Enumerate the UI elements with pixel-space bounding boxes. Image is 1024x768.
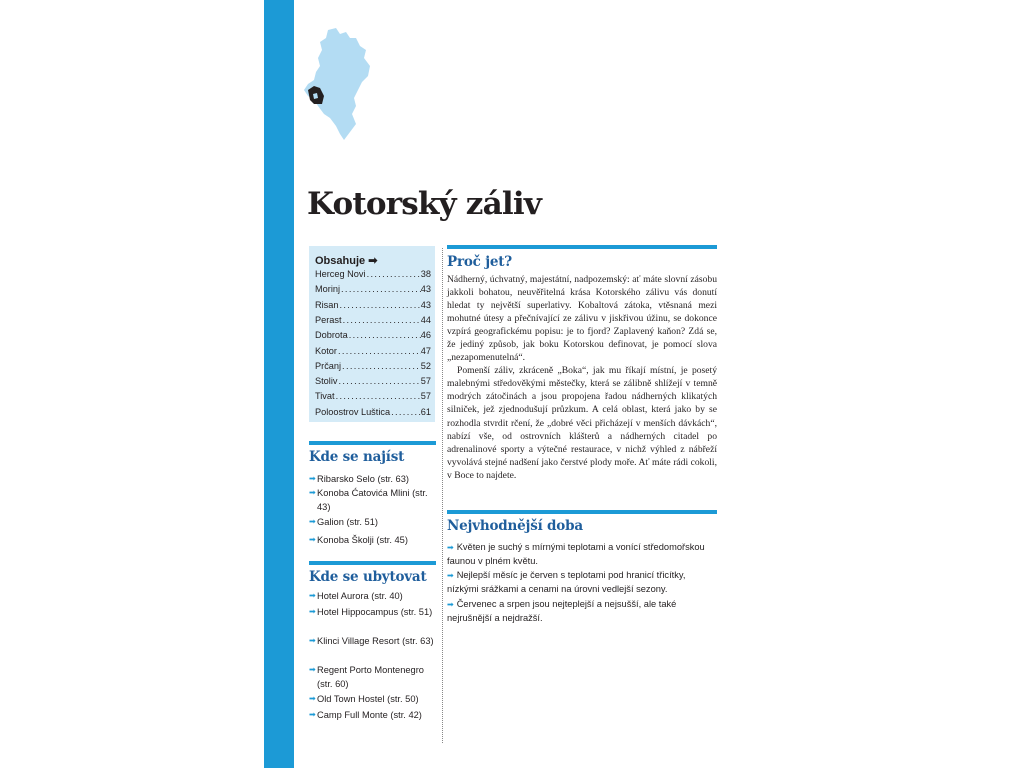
why-paragraph-2: Pomenší záliv, zkráceně „Boka“, jak mu říkají místní, je posetý malebnými středověkými městečky, která se zálibně shlížejí v temně modrých zátočinách a jsou propojena řadou nádherných klikatých silniček, jež zjednodušují průzkum. A celá oblast, která jako by se rozhodla stvrdit rčení, že „dobré věci přicházejí v menších dávkách“, nabízí vše, od ostrovních klášterů a nádherných citadel po adrenalinové sporty a výtečné restaurace, v nichž výhled z nábřeží vyvolává stejné nadšení jako čerstvé plody moře. Ať máte rádi cokoli, v Boce to najdete. [447, 365, 717, 481]
stay-item-text: Old Town Hostel (str. 50) [317, 694, 419, 704]
contents-item[interactable] [315, 314, 431, 326]
contents-item-page: 43 [420, 299, 431, 310]
dot-leader [337, 345, 421, 357]
eat-item [309, 533, 435, 547]
best-time-item-text: Květen je suchý s mírnými teplotami a vonící středomořskou faunou v plném květu. [447, 542, 705, 566]
best-time-item-text: Červenec a srpen jsou nejteplejší a nejsušší, ale také nejrušnější a nejdražší. [447, 599, 677, 623]
dot-leader [390, 406, 421, 418]
eat-item [309, 472, 435, 486]
eat-item-text: Konoba Ćatovića Mlini (str. 43) [317, 488, 428, 512]
arrow-right-icon: ➡ [368, 255, 378, 267]
stay-item [309, 589, 435, 603]
eat-section-rule [309, 441, 436, 445]
contents-item-page: 61 [420, 406, 431, 417]
contents-item-page: 38 [420, 269, 431, 279]
stay-item [309, 605, 435, 619]
column-divider [442, 248, 443, 743]
eat-item-text: Galion (str. 51) [317, 517, 378, 527]
contents-item[interactable] [315, 390, 431, 402]
why-paragraph-1: Nádherný, úchvatný, majestátní, nadpozemský: ať máte slovní zásobu jakkoli bohatou, neuvěřitelná krása Kotorského zálivu vás donutí hledat ty největší superlativy. Kobaltová zátoka, vtěsnaná mezi mohutné útesy a přečnívající ze zálivu v jiskřivou úžinu, se dokonce vzpírá geografickému popisu: je to fjord? Zaplavený kaňon? Zdá se, že jediný způsob, jak boku Kotorskou definovat, je pomocí slova „nezapomenutelná“. [447, 274, 717, 364]
stay-item [309, 634, 435, 648]
dot-leader [341, 360, 421, 372]
contents-item-name: Dobrota [315, 330, 348, 341]
dot-leader [342, 314, 421, 326]
page-title: Kotorský záliv [307, 186, 542, 222]
stay-item [309, 708, 435, 722]
bullet-arrow-icon: ➡ [447, 543, 454, 552]
contents-item-page: 44 [420, 314, 431, 325]
contents-item-name: Tivat [315, 391, 335, 402]
stay-item-text: Camp Full Monte (str. 42) [317, 710, 422, 720]
stay-item [309, 663, 435, 691]
bullet-arrow-icon: ➡ [309, 488, 316, 497]
bullet-arrow-icon: ➡ [309, 474, 316, 483]
best-time-item-text: Nejlepší měsíc je červen s teplotami pod hranicí třicítky, nízkými srážkami a cenami na úrovni vedlejší sezony. [447, 570, 686, 594]
best-time-item [447, 569, 717, 596]
eat-item [309, 515, 435, 529]
contents-item-name: Herceg Novi [315, 269, 366, 279]
montenegro-map [300, 26, 372, 142]
dot-leader [366, 268, 421, 280]
stay-section-title: Kde se ubytovat [309, 569, 427, 585]
contents-item-name: Risan [315, 299, 339, 310]
contents-box [309, 246, 435, 422]
contents-item-name: Stoliv [315, 376, 338, 387]
stay-item-text: Hotel Hippocampus (str. 51) [317, 607, 433, 617]
contents-item-page: 57 [420, 391, 431, 402]
contents-item[interactable] [315, 406, 431, 418]
why-section-rule [447, 245, 717, 249]
why-section-title: Proč jet? [447, 254, 513, 270]
contents-item[interactable] [315, 329, 431, 341]
stay-item-text: Hotel Aurora (str. 40) [317, 591, 403, 601]
contents-item-page: 46 [420, 330, 431, 341]
contents-item-page: 52 [420, 360, 431, 371]
contents-item-page: 43 [420, 284, 431, 295]
eat-item-text: Konoba Školji (str. 45) [317, 535, 408, 545]
bullet-arrow-icon: ➡ [309, 694, 316, 703]
dot-leader [335, 390, 421, 402]
best-time-item [447, 541, 717, 568]
bullet-arrow-icon: ➡ [447, 571, 454, 580]
dot-leader [337, 375, 420, 387]
page-edge-tab [264, 0, 294, 768]
eat-item-text: Ribarsko Selo (str. 63) [317, 474, 409, 484]
contents-item-name: Perast [315, 314, 342, 325]
why-body [447, 273, 717, 482]
contents-item[interactable] [315, 268, 431, 280]
contents-item-page: 47 [420, 345, 431, 356]
contents-item-name: Morinj [315, 284, 341, 295]
contents-heading: Obsahuje ➡ [315, 255, 378, 267]
stay-item-text: Klinci Village Resort (str. 63) [317, 636, 434, 646]
contents-item[interactable] [315, 360, 431, 372]
bullet-arrow-icon: ➡ [309, 710, 316, 719]
bullet-arrow-icon: ➡ [309, 535, 316, 544]
stay-section-rule [309, 561, 436, 565]
best-time-section-title: Nejvhodnější doba [447, 518, 583, 534]
dot-leader [348, 329, 421, 341]
contents-item[interactable] [315, 375, 431, 387]
bullet-arrow-icon: ➡ [447, 600, 454, 609]
bullet-arrow-icon: ➡ [309, 591, 316, 600]
bullet-arrow-icon: ➡ [309, 607, 316, 616]
stay-item [309, 692, 435, 706]
contents-item-name: Poloostrov Luštica [315, 406, 391, 417]
contents-item-name: Prčanj [315, 360, 342, 371]
contents-item[interactable] [315, 345, 431, 357]
dot-leader [339, 299, 421, 311]
stay-item-text: Regent Porto Montenegro (str. 60) [317, 665, 424, 689]
best-time-item [447, 598, 717, 625]
best-time-section-rule [447, 510, 717, 514]
eat-item [309, 486, 435, 514]
bullet-arrow-icon: ➡ [309, 517, 316, 526]
dot-leader [340, 283, 421, 295]
eat-section-title: Kde se najíst [309, 449, 405, 465]
country-silhouette [304, 28, 370, 140]
contents-item-page: 57 [420, 376, 431, 387]
bullet-arrow-icon: ➡ [309, 665, 316, 674]
contents-item-name: Kotor [315, 345, 337, 356]
contents-item[interactable] [315, 299, 431, 311]
contents-item[interactable] [315, 283, 431, 295]
bullet-arrow-icon: ➡ [309, 636, 316, 645]
